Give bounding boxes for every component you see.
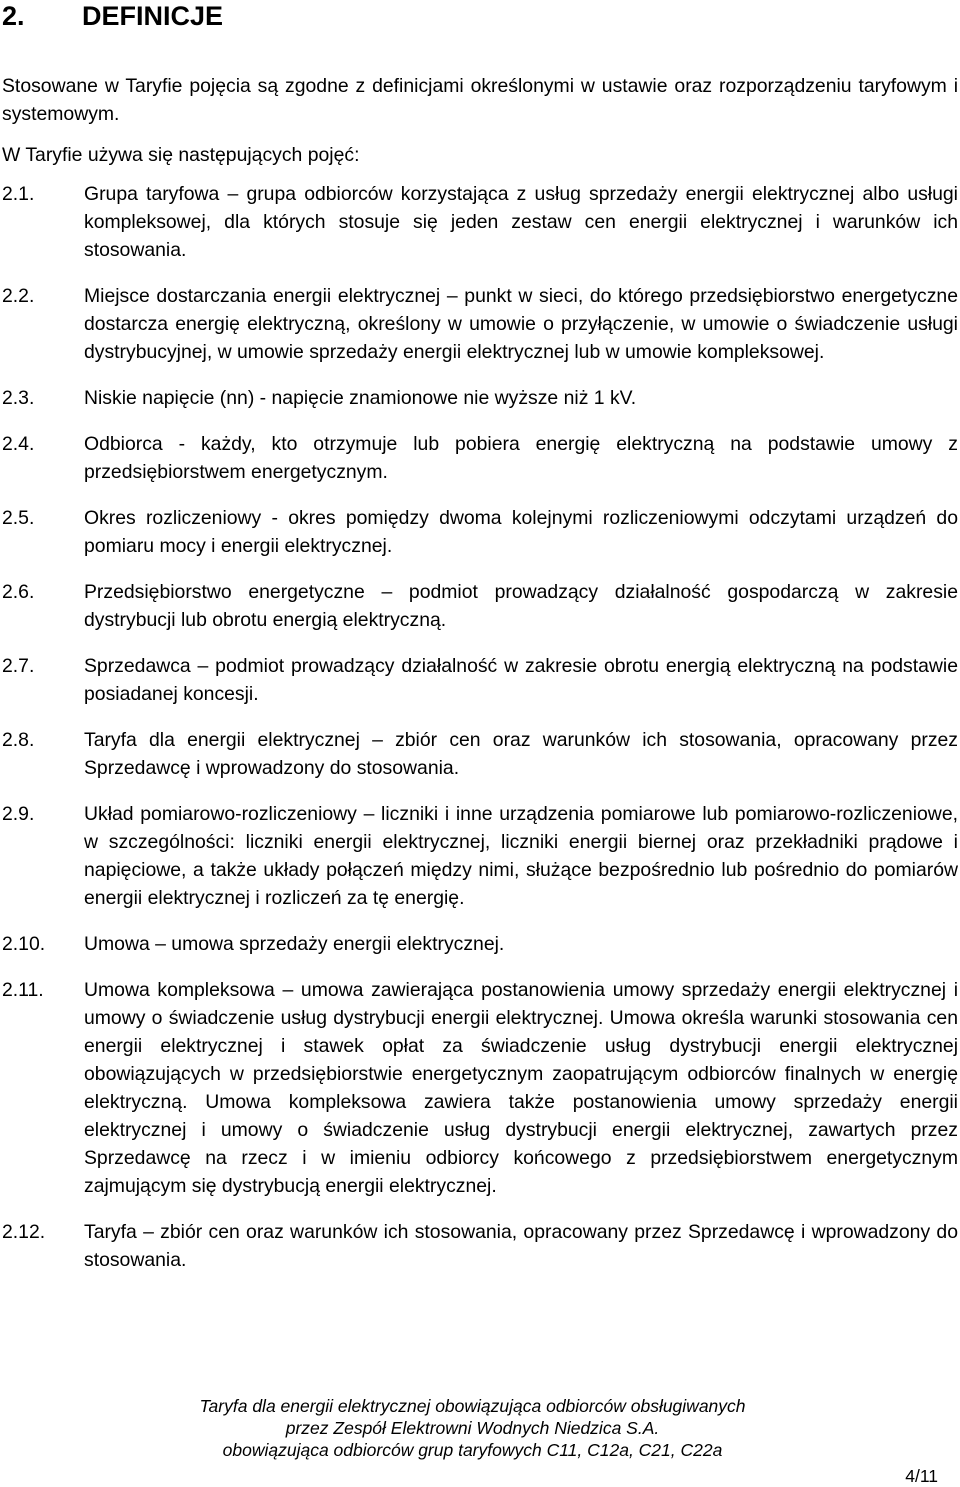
- definition-number: 2.3.: [2, 387, 35, 409]
- definition-number: 2.6.: [2, 581, 35, 603]
- definition-text: Okres rozliczeniowy - okres pomiędzy dwoma kolejnymi rozliczeniowymi odczytami urządzeń do pomiaru mocy i energii elektrycznej.: [84, 507, 958, 557]
- definition-text: Taryfa – zbiór cen oraz warunków ich stosowania, opracowany przez Sprzedawcę i wprowadzony do stosowania.: [84, 1221, 958, 1271]
- definition-number: 2.12.: [2, 1221, 46, 1243]
- definition-text: Umowa kompleksowa – umowa zawierająca postanowienia umowy sprzedaży energii elektrycznej i umowy o świadczenie usług dystrybucji energii elektrycznej. Umowa określa warunki stosowania cen energii elektrycznej i stawek opłat za świadczenie usług dystrybucji energii elektrycznej obowiązujących w przedsiębiorstwie energetycznym zaopatrującym odbiorców finalnych w energię elektryczną. Umowa kompleksowa zawiera także postanowienia umowy sprzedaży energii elektrycznej i umowy o świadczenie usług dystrybucji energii elektrycznej, zawartych przez Sprzedawcę na rzecz i w imieniu odbiorcy końcowego z przedsiębiorstwem energetycznym zajmującym się dystrybucją energii elektrycznej.: [84, 979, 958, 1197]
- definition-text: Grupa taryfowa – grupa odbiorców korzystająca z usług sprzedaży energii elektrycznej albo usługi kompleksowej, dla których stosuje się jeden zestaw cen energii elektrycznej i warunków ich stosowania.: [84, 183, 958, 261]
- footer-line: przez Zespół Elektrowni Wodnych Niedzica S.A.: [285, 1418, 660, 1438]
- definition-item: [2, 1218, 958, 1274]
- definition-item: [2, 430, 958, 486]
- footer-line: obowiązująca odbiorców grup taryfowych C11, C12a, C21, C22a: [222, 1440, 723, 1460]
- definition-text: Niskie napięcie (nn) - napięcie znamionowe nie wyższe niż 1 kV.: [84, 387, 637, 409]
- page-number: 4/11: [905, 1466, 938, 1486]
- definition-item: [2, 652, 958, 708]
- section-title: DEFINICJE: [82, 1, 224, 31]
- intro-paragraph-terms: W Taryfie używa się następujących pojęć:: [2, 144, 360, 166]
- definition-number: 2.5.: [2, 507, 35, 529]
- page-footer: [0, 1395, 945, 1461]
- section-number: 2.: [2, 1, 25, 31]
- definition-number: 2.2.: [2, 285, 35, 307]
- definition-number: 2.1.: [2, 183, 35, 205]
- definition-text: Przedsiębiorstwo energetyczne – podmiot prowadzący działalność gospodarczą w zakresie dystrybucji lub obrotu energią elektryczną.: [84, 581, 958, 631]
- definition-number: 2.8.: [2, 729, 35, 751]
- definition-number: 2.10.: [2, 933, 46, 955]
- definition-text: Układ pomiarowo-rozliczeniowy – liczniki i inne urządzenia pomiarowe lub pomiarowo-rozliczeniowe, w szczególności: liczniki energii elektrycznej, liczniki energii biernej oraz przekładniki prądowe i napięciowe, a także układy połączeń między nimi, służące bezpośrednio lub pośrednio do pomiarów energii elektrycznej i rozliczeń za tę energię.: [84, 803, 958, 909]
- definition-number: 2.4.: [2, 433, 35, 455]
- definition-item: [2, 976, 958, 1200]
- definition-item: [2, 578, 958, 634]
- definition-item: [2, 180, 958, 264]
- footer-line: Taryfa dla energii elektrycznej obowiązująca odbiorców obsługiwanych: [199, 1396, 746, 1416]
- definition-item: [2, 282, 958, 366]
- intro-paragraph: Stosowane w Taryfie pojęcia są zgodne z definicjami określonymi w ustawie oraz rozporządzeniu taryfowym i systemowym.: [2, 75, 958, 125]
- definition-item: [2, 930, 958, 958]
- definition-item: [2, 384, 958, 412]
- definitions-list: [2, 180, 958, 1274]
- definition-number: 2.7.: [2, 655, 35, 677]
- definition-item: [2, 800, 958, 912]
- definition-text: Taryfa dla energii elektrycznej – zbiór cen oraz warunków ich stosowania, opracowany przez Sprzedawcę i wprowadzony do stosowania.: [84, 729, 958, 779]
- definition-text: Odbiorca - każdy, kto otrzymuje lub pobiera energię elektryczną na podstawie umowy z przedsiębiorstwem energetycznym.: [84, 433, 958, 483]
- definition-number: 2.11.: [2, 979, 44, 1001]
- definition-item: [2, 726, 958, 782]
- definition-text: Miejsce dostarczania energii elektrycznej – punkt w sieci, do którego przedsiębiorstwo energetyczne dostarcza energię elektryczną, określony w umowie o przyłączenie, w umowie o świadczenie usługi dystrybucyjnej, w umowie sprzedaży energii elektrycznej lub w umowie kompleksowej.: [84, 285, 958, 363]
- section-heading: [2, 0, 223, 32]
- definition-text: Sprzedawca – podmiot prowadzący działalność w zakresie obrotu energią elektryczną na podstawie posiadanej koncesji.: [84, 655, 958, 705]
- definition-text: Umowa – umowa sprzedaży energii elektrycznej.: [84, 933, 505, 955]
- definition-number: 2.9.: [2, 803, 35, 825]
- definition-item: [2, 504, 958, 560]
